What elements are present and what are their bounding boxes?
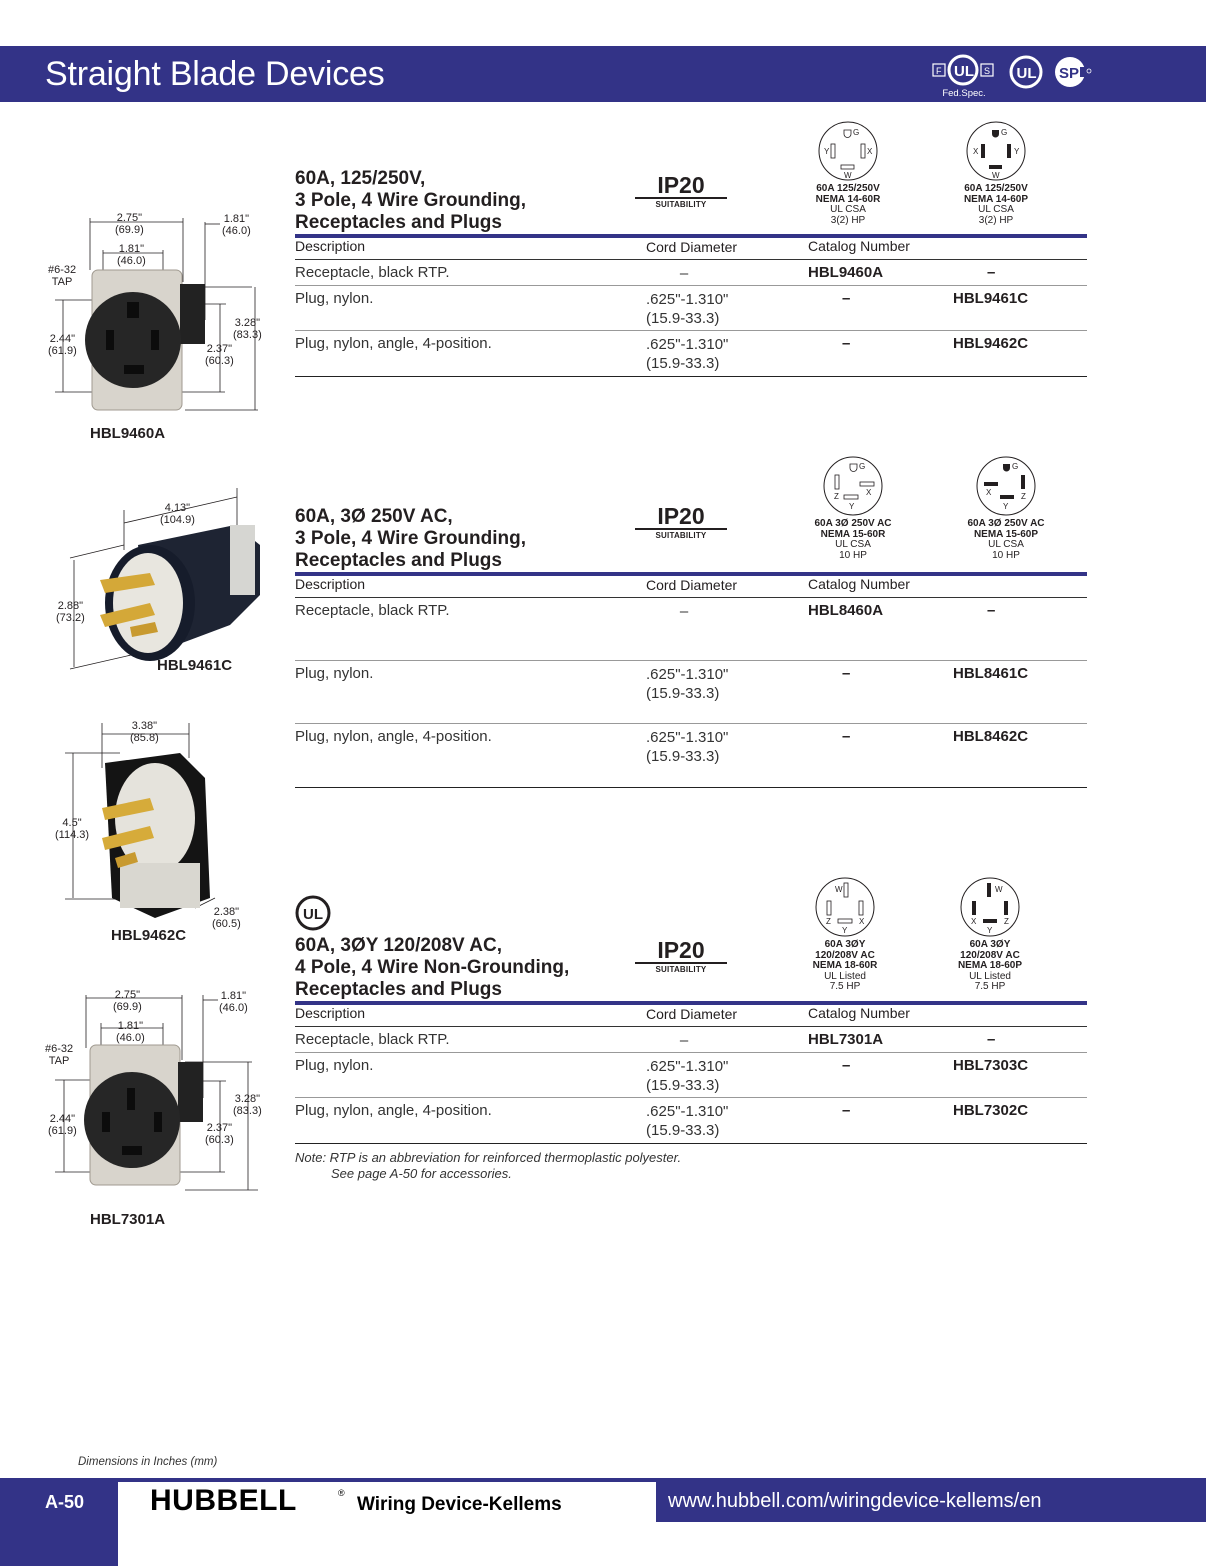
svg-text:Y: Y — [987, 926, 993, 935]
svg-text:W: W — [995, 885, 1003, 894]
receptacle-pin-diagram-icon — [817, 120, 879, 182]
receptacle-pin-diagram-icon — [814, 876, 876, 938]
svg-text:W: W — [844, 171, 852, 180]
ip-rating-badge: IP20 SUITABILITY — [635, 173, 727, 209]
svg-text:Y: Y — [1003, 502, 1009, 511]
ul-icon — [1008, 54, 1044, 90]
svg-text:X: X — [866, 488, 872, 497]
nema-18-60r-diagram: W Z X Y 60A 3ØY 120/208V AC NEMA 18-60R UL Listed 7.5 HP — [785, 876, 905, 993]
dim-length: 4.13" (104.9) — [160, 502, 195, 526]
ip-rating-badge: IP20 SUITABILITY — [635, 938, 727, 974]
plug-pin-diagram-icon — [959, 876, 1021, 938]
hubbell-logo: HUBBELL — [150, 1484, 297, 1517]
table-row: Receptacle, black RTP. – HBL7301A – — [295, 1027, 1087, 1053]
table-row: Plug, nylon, angle, 4-position. .625"-1.310" (15.9-33.3) – HBL7302C — [295, 1098, 1087, 1144]
svg-text:F: F — [936, 66, 942, 76]
svg-text:X: X — [859, 917, 865, 926]
svg-text:Y: Y — [1014, 147, 1020, 156]
ul-listed-icon — [295, 895, 331, 931]
table-row: Plug, nylon, angle, 4-position. .625"-1.310" (15.9-33.3) – HBL8462C — [295, 724, 1087, 788]
svg-text:S: S — [984, 66, 991, 76]
table-header: Description Cord Diameter Catalog Number — [295, 238, 1087, 260]
svg-text:X: X — [986, 488, 992, 497]
svg-text:W: W — [835, 885, 843, 894]
svg-text:SP: SP — [1059, 65, 1080, 82]
table-row: Plug, nylon, angle, 4-position. .625"-1.310" (15.9-33.3) – HBL9462C — [295, 331, 1087, 377]
nema-15-60r-diagram: G Z X Y 60A 3Ø 250V AC NEMA 15-60R UL CSA 10 HP — [793, 455, 913, 561]
svg-text:G: G — [859, 462, 866, 471]
dim-mid-height: 2.37" (60.3) — [205, 343, 234, 367]
catalog-number[interactable]: HBL7301A — [808, 1031, 884, 1048]
svg-text:UL: UL — [303, 906, 323, 923]
csa-icon — [1052, 54, 1092, 90]
svg-text:Z: Z — [1021, 492, 1026, 501]
nema-15-60p-diagram: G X Z Y 60A 3Ø 250V AC NEMA 15-60P UL CSA 10 HP — [946, 455, 1066, 561]
svg-text:UL: UL — [954, 63, 974, 80]
dim-height: 4.5" (114.3) — [55, 817, 90, 841]
svg-text:Y: Y — [824, 147, 830, 156]
dim-tap: #6-32 TAP — [45, 1043, 74, 1067]
section-title: 60A, 125/250V, 3 Pole, 4 Wire Grounding, Receptacles and Plugs — [295, 168, 527, 233]
product-label: HBL7301A — [90, 1211, 166, 1228]
section-18-60 — [295, 873, 1087, 1153]
brand-subtitle: Wiring Device-Kellems — [357, 1494, 562, 1515]
table-row: Plug, nylon. .625"-1.310" (15.9-33.3) – HBL7303C — [295, 1053, 1087, 1098]
dim-depth: 2.38" (60.5) — [212, 906, 241, 930]
svg-text:Z: Z — [834, 492, 839, 501]
page-number: A-50 — [45, 1492, 85, 1512]
svg-text:W: W — [992, 171, 1000, 180]
ul-fed-spec-icon — [932, 54, 996, 90]
nema-14-60r-diagram: G Y X W 60A 125/250V NEMA 14-60R UL CSA 3(2) HP — [788, 120, 908, 226]
product-label: HBL9462C — [111, 927, 187, 944]
section-title: 60A, 3ØY 120/208V AC, 4 Pole, 4 Wire Non-Grounding, Receptacles and Plugs — [295, 935, 570, 1000]
svg-text:X: X — [867, 147, 873, 156]
dim-right-depth: 1.81" (46.0) — [222, 213, 251, 237]
table-row: Plug, nylon. .625"-1.310" (15.9-33.3) – HBL8461C — [295, 661, 1087, 724]
section-title: 60A, 3Ø 250V AC, 3 Pole, 4 Wire Grounding, Receptacles and Plugs — [295, 506, 527, 571]
svg-text:Z: Z — [826, 917, 831, 926]
catalog-number[interactable]: HBL7303C — [953, 1057, 1029, 1074]
table-row: Receptacle, black RTP. – HBL8460A – — [295, 598, 1087, 661]
dim-inner-width: 1.81" (46.0) — [116, 1020, 145, 1044]
table-row: Plug, nylon. .625"-1.310" (15.9-33.3) – HBL9461C — [295, 286, 1087, 331]
catalog-number[interactable]: HBL9460A — [808, 264, 884, 281]
svg-text:X: X — [971, 917, 977, 926]
svg-text:Z: Z — [1004, 917, 1009, 926]
catalog-table — [295, 1001, 1087, 1144]
dim-tap: #6-32 TAP — [48, 264, 77, 288]
plug-pin-diagram-icon — [975, 455, 1037, 517]
svg-text:Y: Y — [849, 502, 855, 511]
svg-text:G: G — [853, 128, 860, 137]
dim-top-width: 2.75" (69.9) — [115, 212, 144, 236]
svg-text:G: G — [1001, 128, 1008, 137]
table-row: Receptacle, black RTP. – HBL9460A – — [295, 260, 1087, 286]
section-14-60 — [295, 115, 1087, 380]
dim-left-height: 2.44" (61.9) — [48, 1113, 77, 1137]
dimensions-note: Dimensions in Inches (mm) — [78, 1456, 218, 1468]
section-15-60 — [295, 452, 1087, 792]
catalog-table — [295, 234, 1087, 377]
svg-text:UL: UL — [1016, 65, 1037, 82]
product-label: HBL9460A — [90, 425, 166, 442]
catalog-number[interactable]: HBL9462C — [953, 335, 1029, 352]
svg-text:X: X — [973, 147, 979, 156]
catalog-number[interactable]: HBL7302C — [953, 1102, 1029, 1119]
svg-text:G: G — [1012, 462, 1019, 471]
fed-spec-label: Fed.Spec. — [942, 88, 986, 99]
footnote: Note: RTP is an abbreviation for reinforced thermoplastic polyester. See page A-50 for accessories. — [295, 1150, 682, 1181]
catalog-number[interactable]: HBL8460A — [808, 602, 884, 619]
catalog-number[interactable]: HBL8461C — [953, 665, 1029, 682]
dim-width: 3.38" (85.8) — [130, 720, 159, 744]
website-link[interactable]: www.hubbell.com/wiringdevice-kellems/en — [668, 1490, 1042, 1512]
nema-14-60p-diagram: G X Y W 60A 125/250V NEMA 14-60P UL CSA 3(2) HP — [936, 120, 1056, 226]
dim-top-width: 2.75" (69.9) — [113, 989, 142, 1013]
dim-right-depth: 1.81" (46.0) — [219, 990, 248, 1014]
ip-rating-badge: IP20 SUITABILITY — [635, 504, 727, 540]
page-title: Straight Blade Devices — [45, 55, 385, 93]
dim-right-height: 3.28" (83.3) — [233, 317, 262, 341]
table-header: Description Cord Diameter Catalog Number — [295, 1005, 1087, 1027]
dim-left-height: 2.44" (61.9) — [48, 333, 77, 357]
dim-right-height: 3.28" (83.3) — [233, 1093, 262, 1117]
catalog-table — [295, 572, 1087, 788]
registered-mark: ® — [338, 1488, 345, 1498]
dim-diameter: 2.88" (73.2) — [56, 600, 85, 624]
plug-pin-diagram-icon — [965, 120, 1027, 182]
catalog-number[interactable]: HBL8462C — [953, 728, 1029, 745]
dim-inner-width: 1.81" (46.0) — [117, 243, 146, 267]
product-label: HBL9461C — [157, 657, 233, 674]
table-header: Description Cord Diameter Catalog Number — [295, 576, 1087, 598]
receptacle-pin-diagram-icon — [822, 455, 884, 517]
svg-text:Y: Y — [842, 926, 848, 935]
nema-18-60p-diagram: W X Z Y 60A 3ØY 120/208V AC NEMA 18-60P UL Listed 7.5 HP — [930, 876, 1050, 993]
dim-mid-height: 2.37" (60.3) — [205, 1122, 234, 1146]
catalog-number[interactable]: HBL9461C — [953, 290, 1029, 307]
